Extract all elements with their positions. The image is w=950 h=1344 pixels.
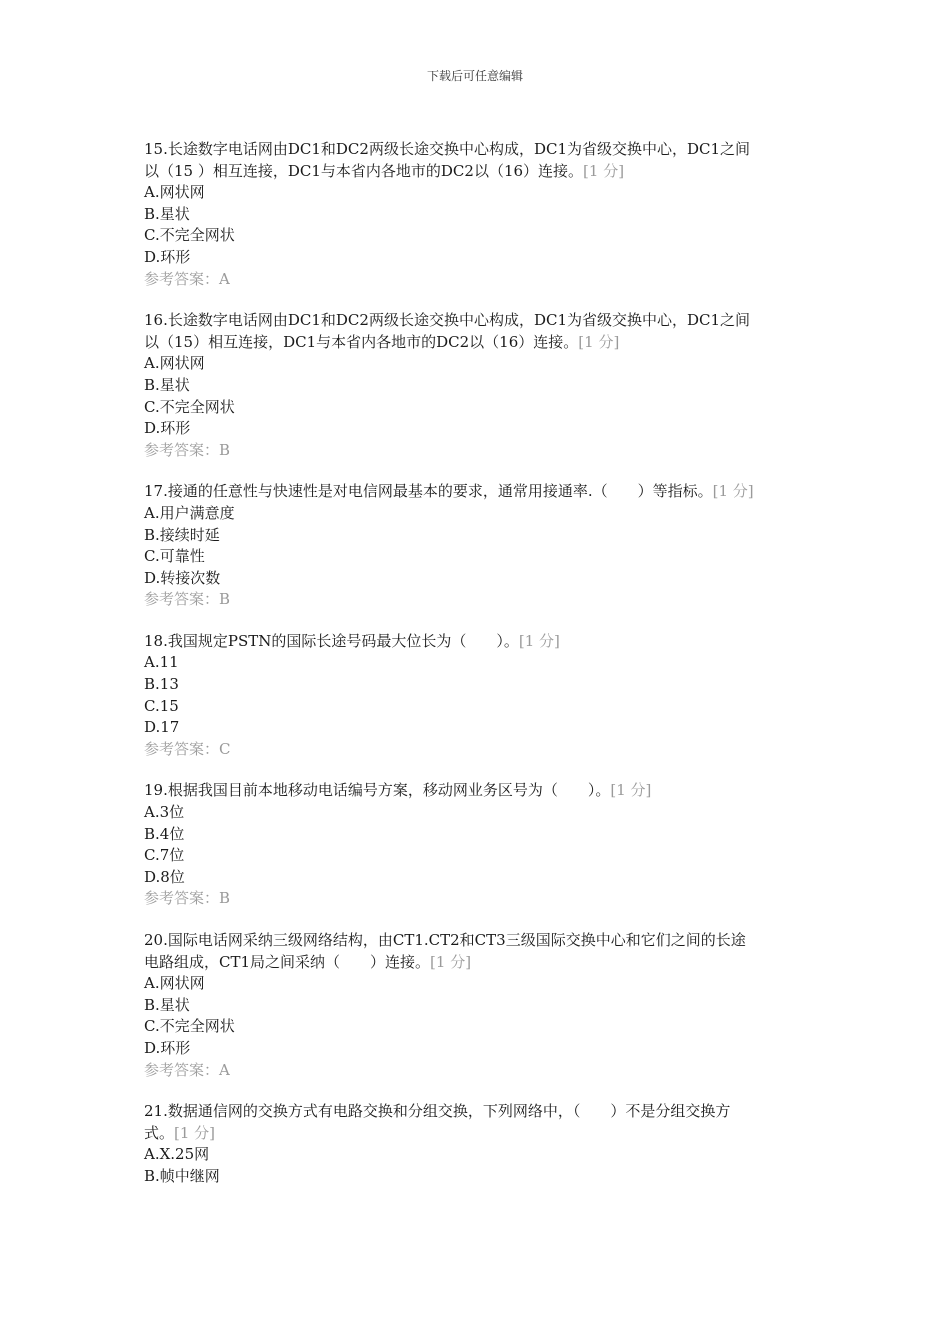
question-20 <box>144 930 814 1081</box>
question-list <box>144 139 814 1208</box>
score-label: [1 分] <box>174 1123 216 1142</box>
option-c: C.可靠性 <box>144 547 205 566</box>
option-c: C.不完全网状 <box>144 1017 235 1036</box>
score-label: [1 分] <box>578 332 620 351</box>
question-stem-line: 16.长途数字电话网由DC1和DC2两级长途交换中心构成，DC1为省级交换中心，DC1之间 <box>144 311 751 330</box>
question-stem-line: 21.数据通信网的交换方式有电路交换和分组交换，下列网络中，（ ）不是分组交换方 <box>144 1102 731 1121</box>
option-a: A.网状网 <box>144 183 205 202</box>
question-stem-text: 18.我国规定PSTN的国际长途号码最大位长为（ ）。 <box>144 631 519 650</box>
question-18 <box>144 631 814 761</box>
question-stem-text: 以（15 ）相互连接，DC1与本省内各地市的DC2以（16）连接。 <box>144 161 584 180</box>
page-header: 下载后可任意编辑 <box>426 69 523 83</box>
option-d: D.8位 <box>144 867 185 886</box>
option-c: C.不完全网状 <box>144 226 235 245</box>
question-stem-line: 15.长途数字电话网由DC1和DC2两级长途交换中心构成，DC1为省级交换中心，DC1之间 <box>144 140 751 158</box>
option-b: B.星状 <box>144 204 190 223</box>
option-c: C.15 <box>144 696 179 715</box>
option-d: D.环形 <box>144 247 191 266</box>
reference-answer: 参考答案：B <box>144 440 231 459</box>
option-d: D.环形 <box>144 1038 191 1057</box>
option-c: C.不完全网状 <box>144 397 235 416</box>
question-stem-text: 式。 <box>144 1123 175 1142</box>
option-a: A.3位 <box>144 803 185 822</box>
question-stem-text: 19.根据我国目前本地移动电话编号方案，移动网业务区号为（ ）。 <box>144 781 611 800</box>
option-b: B.接续时延 <box>144 525 220 544</box>
option-a: A.X.25网 <box>144 1145 210 1164</box>
reference-answer: 参考答案：A <box>144 269 230 288</box>
question-stem-line <box>144 780 814 802</box>
option-d: D.17 <box>144 718 180 737</box>
question-stem-line <box>144 332 814 354</box>
option-d: D.环形 <box>144 419 191 438</box>
option-a: A.网状网 <box>144 974 205 993</box>
option-a: A.网状网 <box>144 354 205 373</box>
question-stem-line: 20.国际电话网采纳三级网络结构，由CT1.CT2和CT3三级国际交换中心和它们之间的长途 <box>144 931 746 949</box>
option-d: D.转接次数 <box>144 568 221 587</box>
score-label: [1 分] <box>583 161 625 180</box>
option-a: A.11 <box>144 653 179 672</box>
score-label: [1 分] <box>712 482 754 501</box>
question-21 <box>144 1101 814 1187</box>
question-stem-line <box>144 631 814 653</box>
option-a: A.用户满意度 <box>144 503 235 522</box>
reference-answer: 参考答案：B <box>144 889 231 908</box>
question-stem-line <box>144 161 814 183</box>
question-stem-text: 17.接通的任意性与快速性是对电信网最基本的要求，通常用接通率.（ ）等指标。 <box>144 482 713 501</box>
reference-answer: 参考答案：C <box>144 739 231 758</box>
reference-answer: 参考答案：A <box>144 1060 230 1079</box>
option-c: C.7位 <box>144 846 185 865</box>
option-b: B.星状 <box>144 995 190 1014</box>
option-b: B.13 <box>144 675 179 694</box>
question-16 <box>144 310 814 461</box>
question-19 <box>144 780 814 910</box>
question-17 <box>144 481 814 611</box>
score-label: [1 分] <box>518 631 560 650</box>
question-stem-text: 电路组成，CT1局之间采纳（ ）连接。 <box>144 952 431 971</box>
option-b: B.帧中继网 <box>144 1166 220 1185</box>
option-b: B.4位 <box>144 824 185 843</box>
option-b: B.星状 <box>144 375 190 394</box>
reference-answer: 参考答案：B <box>144 590 231 609</box>
question-stem-line <box>144 952 814 974</box>
question-stem-line <box>144 481 814 503</box>
question-15 <box>144 139 814 290</box>
score-label: [1 分] <box>430 952 472 971</box>
question-stem-text: 以（15）相互连接，DC1与本省内各地市的DC2以（16）连接。 <box>144 332 579 351</box>
score-label: [1 分] <box>610 781 652 800</box>
question-stem-line <box>144 1123 814 1145</box>
